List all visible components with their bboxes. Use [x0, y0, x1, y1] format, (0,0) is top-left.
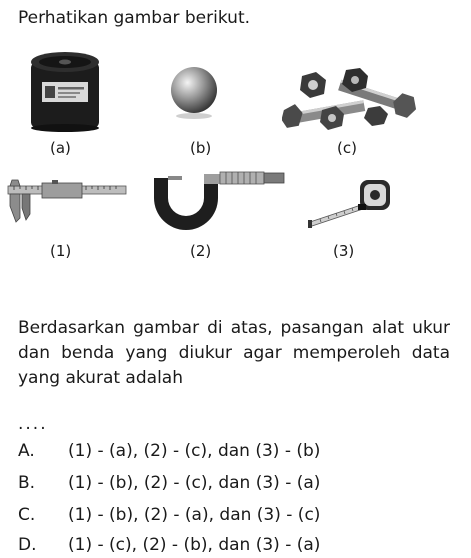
option-text: (1) - (a), (2) - (c), dan (3) - (b): [68, 441, 321, 461]
option-text: (1) - (b), (2) - (a), dan (3) - (c): [68, 505, 321, 525]
option-letter: B.: [18, 473, 36, 493]
vernier-caliper-icon: [6, 178, 128, 226]
question-text: Berdasarkan gambar di atas, pasangan alat ukur dan benda yang diukur agar memperoleh data yang akurat adalah: [18, 318, 450, 388]
option-letter: C.: [18, 505, 36, 525]
tape-measure-icon: [306, 174, 392, 234]
label-object-b: (b): [190, 139, 212, 157]
label-object-a: (a): [50, 139, 71, 157]
question-ellipsis: ....: [18, 414, 48, 434]
intro-text: Perhatikan gambar berikut.: [18, 8, 251, 28]
option-b[interactable]: [18, 473, 320, 493]
option-letter: D.: [18, 535, 37, 555]
label-tool-3: (3): [333, 242, 355, 260]
label-object-c: (c): [337, 139, 357, 157]
option-d[interactable]: [18, 535, 320, 555]
option-c[interactable]: [18, 505, 320, 525]
option-a[interactable]: [18, 441, 320, 461]
ball-icon: [168, 64, 220, 120]
option-letter: A.: [18, 441, 35, 461]
wire-spool-icon: [28, 48, 102, 134]
option-text: (1) - (c), (2) - (b), dan (3) - (a): [68, 535, 321, 555]
bolts-icon: [282, 66, 418, 132]
option-text: (1) - (b), (2) - (c), dan (3) - (a): [68, 473, 321, 493]
label-tool-2: (2): [190, 242, 212, 260]
micrometer-icon: [146, 168, 290, 232]
label-tool-1: (1): [50, 242, 72, 260]
